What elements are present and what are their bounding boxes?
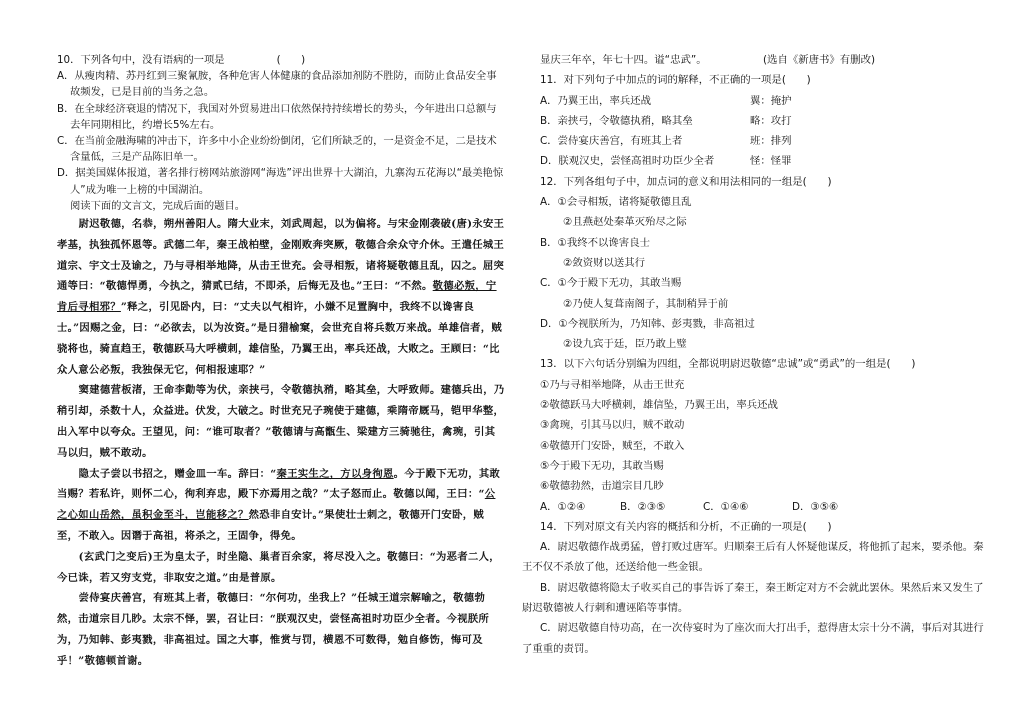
- option-sentence: [540, 91, 750, 111]
- option-text: ②③⑤: [637, 500, 666, 513]
- question-11-option-a: [522, 91, 986, 111]
- option-sentence: [540, 151, 750, 171]
- question-14: [522, 517, 986, 659]
- passage-text: 。今于殿下无功，其敢当赐？若私许，则怀二心，徇利弃忠，殿下亦焉用之哉？”太子怒而止。敬德以闻，王曰：“: [57, 467, 501, 501]
- numbered-sentence: ③禽琬，引其马以归，贼不敢动: [540, 419, 685, 432]
- option-label: A．: [540, 94, 558, 107]
- question-text: 下列各组句子中，加点词的意义和用法相同的一组是: [563, 175, 803, 188]
- passage-text: 隐太子尝以书招之，赠金皿一车。辞曰：“: [78, 467, 277, 480]
- question-11-stem: [522, 70, 986, 90]
- option-sentence-1: ①会寻相叛，诸将疑敬德且乱: [557, 196, 692, 209]
- option-sentence-2: ②敛资财以送其行: [563, 256, 646, 269]
- numbered-sentence: ⑥敬德勃然，击道宗目几眇: [540, 480, 664, 493]
- question-14-stem: [522, 517, 986, 537]
- question-11-option-b: [522, 111, 986, 131]
- question-12-option-a: [522, 192, 986, 212]
- question-13: [522, 354, 986, 516]
- question-text: 下列对原文有关内容的概括和分析，不正确的一项是: [563, 520, 803, 533]
- option-gloss: 怪：怪罪: [750, 155, 792, 168]
- passage-paragraph: [57, 547, 505, 589]
- option-label: B．: [540, 581, 558, 594]
- passage-text: (玄武门之变后)王为皇太子，时坐隐、巢者百余家，将尽没入之。敬德曰：“为恶者二人，今已诛，若又穷支党，非取安之道。”由是普原。: [57, 550, 500, 584]
- option-label: D．: [540, 155, 559, 168]
- answer-blank: ( ): [802, 520, 832, 533]
- question-12-option-c: [522, 273, 986, 293]
- option-sentence-1: ①今视朕所为，乃知韩、彭夷戮，非高祖过: [558, 317, 755, 330]
- question-13-option-b: [620, 497, 703, 517]
- numbered-sentence: ①乃与寻相举地降，从击王世充: [540, 378, 685, 391]
- option-text: 尉迟敬德自恃功高，在一次侍宴时为了座次而大打出手，惹得唐太宗十分不满，事后对其进行了重重的责罚。: [522, 622, 984, 655]
- question-14-option-b: [522, 578, 986, 619]
- passage-text: 窦建德营板渚，王命李勣等为伏，亲挟弓，令敬德执矟，略其垒，大呼致师。建德兵出，乃稍引却，杀数十人，众益进。伏发，大破之。时世充兄子琬使于建德，乘隋帝厩马，铠甲华整，出入军中以夸众。王望见，问：“谁可取者？”敬德请与高甑生、梁建方三骑驰往，禽琬，引其马以归，贼不敢动。: [57, 384, 505, 459]
- option-gloss: 班：排列: [750, 135, 792, 148]
- answer-blank: ( ): [276, 54, 306, 66]
- question-12-option-d: [522, 314, 986, 334]
- option-label: C．: [540, 277, 558, 290]
- question-text: 下列各句中，没有语病的一项是: [80, 54, 225, 66]
- passage-text: ”释之，引见卧内，曰：“丈夫以气相许，小嫌不足置胸中，我终不以谗害良士。”因赐之金，曰：“必欲去，以为汝资。”是日猎榆窠，会世充自将兵数万来战。单雄信者，贼骁将也，骑直趋王，敬德跃马大呼横刺，雄信坠，乃翼王出，率兵还战，大败之。王顾曰：“比众人意公必叛，我独保无它，何相报速耶？”: [57, 301, 503, 376]
- reading-instruction: 阅读下面的文言文，完成后面的题目。: [70, 199, 246, 212]
- option-sentence: [540, 131, 750, 151]
- question-11-option-c: [522, 131, 986, 151]
- question-13-option-a: [540, 497, 620, 517]
- question-text: 以下六句话分别编为四组，全都说明尉迟敬德“忠诚”或“勇武”的一组是: [563, 358, 887, 371]
- underlined-sentence: 秦王实生之，方以身徇恩: [276, 467, 394, 480]
- question-number: 14．: [540, 520, 564, 533]
- question-text: 对下列句子中加点的词的解释，不正确的一项是: [563, 74, 782, 87]
- passage-text: 然恐非自安计。”果使壮士刺之，敬德开门安卧，贼至，不敢入。因谮于高祖，将杀之，王固争，得免。: [57, 509, 485, 542]
- question-10-option-d: [57, 165, 505, 197]
- passage-text: 尉迟敬德，名恭，朔州善阳人。隋大业末，刘武周起，以为偏将。与宋金刚袭破(唐)永安王孝基，执独孤怀恩等。武德二年，秦王战柏壁，金刚败奔突厥，敬德合余众守介休。王遣任城王道宗、宇文士及谕之，乃与寻相举地降，从击王世充。会寻相叛，诸将疑敬德且乱，囚之。屈突通等曰：“敬德悍勇，今执之，猜贰已结，不即杀，后悔无及也。”王曰：“不然。: [57, 218, 505, 293]
- underlined-sentence: 公之心如山岳然，虽积金至斗，岂能移之？: [57, 488, 496, 522]
- question-11-option-d: [522, 151, 986, 171]
- option-label: A．: [57, 70, 75, 83]
- passage-final-sentence: 显庆三年卒，年七十四。谥“忠武”。: [540, 54, 707, 66]
- passage-paragraph: [57, 588, 505, 671]
- option-label: C．: [703, 500, 721, 513]
- numbered-sentence: ②敬德跃马大呼横刺，雄信坠，乃翼王出，率兵还战: [540, 399, 778, 412]
- option-sentence-1: ①我终不以谗害良士: [557, 236, 650, 249]
- option-label: B．: [57, 102, 75, 115]
- question-13-option-d: [792, 497, 838, 517]
- option-sentence-2: ②设九宾于廷，臣乃敢上璧: [563, 338, 687, 351]
- question-number: 13．: [540, 358, 564, 371]
- option-label: B．: [540, 114, 558, 127]
- option-sentence-2: ②乃使人复葺南阁子，其制稍异于前: [563, 297, 729, 310]
- question-10-option-b: [57, 101, 505, 133]
- question-13-options: [522, 497, 986, 517]
- passage-paragraph: [57, 464, 505, 547]
- option-text: 从瘦肉精、苏丹红到三聚氰胺，各种危害人体健康的食品添加剂防不胜防，而防止食品安全事故频发，已是目前的当务之急。: [70, 70, 497, 99]
- option-gloss: 翼：掩护: [750, 94, 792, 107]
- option-label: C．: [540, 135, 558, 148]
- question-12-stem: [522, 172, 986, 192]
- question-14-option-a: [522, 537, 986, 578]
- question-12-option-b: [522, 233, 986, 253]
- option-text: 尉迟敬德将隐太子收买自己的事告诉了秦王，秦王断定对方不会就此罢休。果然后来又发生了尉迟敬德被人行刺和遭诬陷等事情。: [522, 581, 984, 615]
- option-text: 尉迟敬德作战勇猛，曾打败过唐军。归顺秦王后有人怀疑他谋反，将他抓了起来，要杀他。秦王不仅不杀放了他，还送给他一些金银。: [522, 541, 984, 574]
- option-text: 据美国媒体报道，著名排行榜网站旅游网“海选”评出世界十大湖泊，九寨沟五花海以“最美艳惊人”成为唯一上榜的中国湖泊。: [70, 167, 504, 196]
- option-text: ③⑤⑥: [810, 500, 839, 513]
- question-number: 10．: [57, 54, 81, 66]
- option-text: 朕观汉史，尝怪高祖时功臣少全者: [558, 155, 715, 168]
- passage-ending: [522, 50, 986, 70]
- question-13-option-c: [703, 497, 792, 517]
- option-text: 尝侍宴庆善宫，有班其上者: [557, 135, 683, 148]
- answer-blank: ( ): [886, 358, 916, 371]
- right-column: [522, 50, 986, 659]
- option-sentence: [540, 111, 750, 131]
- question-14-option-c: [522, 618, 986, 659]
- option-text: 在当前金融海啸的冲击下，许多中小企业纷纷倒闭，它们所缺乏的，一是资金不足，二是技术含量低，三是产品陈旧单一。: [70, 135, 497, 164]
- question-10-option-c: [57, 133, 505, 165]
- option-label: A．: [540, 196, 558, 209]
- option-text: 在全球经济衰退的情况下，我国对外贸易进出口依然保持持续增长的势头，今年进出口总额与去年同期相比，约增长5%左右。: [70, 102, 497, 131]
- passage-text: 尝侍宴庆善宫，有班其上者，敬德曰：“尔何功，坐我上？”任城王道宗解喻之，敬德勃然，击道宗目几眇。太宗不怿，罢，召让曰：“朕观汉史，尝怪高祖时功臣少全者。今视朕所为，乃知韩、彭夷戮，非高祖过。国之大事，惟赏与罚，横恩不可数得，勉自修饬，悔可及乎！”敬德顿首谢。: [57, 592, 490, 667]
- option-label: D．: [792, 500, 811, 513]
- underlined-sentence: 敬德必叛，宁肯后寻相邪？: [57, 280, 497, 314]
- option-sentence-2: ②且燕赵处秦革灭殆尽之际: [563, 216, 687, 229]
- passage-paragraph: [57, 214, 505, 380]
- option-label: B．: [540, 236, 558, 249]
- option-label: C．: [57, 135, 75, 148]
- passage-paragraph: [57, 380, 505, 463]
- option-gloss: 略：攻打: [750, 114, 792, 127]
- question-10-option-a: [57, 68, 505, 100]
- option-label: A．: [540, 500, 558, 513]
- question-12: [522, 172, 986, 355]
- option-label: A．: [540, 541, 558, 554]
- classical-passage: [57, 214, 505, 672]
- option-text: ①②④: [557, 500, 586, 513]
- numbered-sentence: ④敬德开门安卧，贼至，不敢入: [540, 439, 685, 452]
- question-number: 11．: [540, 74, 564, 87]
- option-text: 乃翼王出，率兵还战: [557, 94, 652, 107]
- option-label: B．: [620, 500, 638, 513]
- option-label: D．: [540, 317, 559, 330]
- question-13-stem: [522, 354, 986, 374]
- question-number: 12．: [540, 175, 564, 188]
- answer-blank: ( ): [802, 175, 832, 188]
- option-label: D．: [57, 167, 76, 180]
- option-label: C．: [540, 622, 558, 635]
- source-note: (选自《新唐书》有删改): [763, 54, 876, 66]
- option-sentence-1: ①今于殿下无功，其敢当赐: [557, 277, 682, 290]
- question-10-stem: [57, 52, 505, 68]
- option-text: ①④⑥: [720, 500, 749, 513]
- left-column: [57, 52, 505, 672]
- question-11: [522, 70, 986, 171]
- option-text: 亲挟弓，令敬德执矟，略其垒: [557, 114, 693, 127]
- question-10: [57, 52, 505, 198]
- answer-blank: ( ): [781, 74, 811, 87]
- numbered-sentence: ⑤今于殿下无功，其敢当赐: [540, 459, 664, 472]
